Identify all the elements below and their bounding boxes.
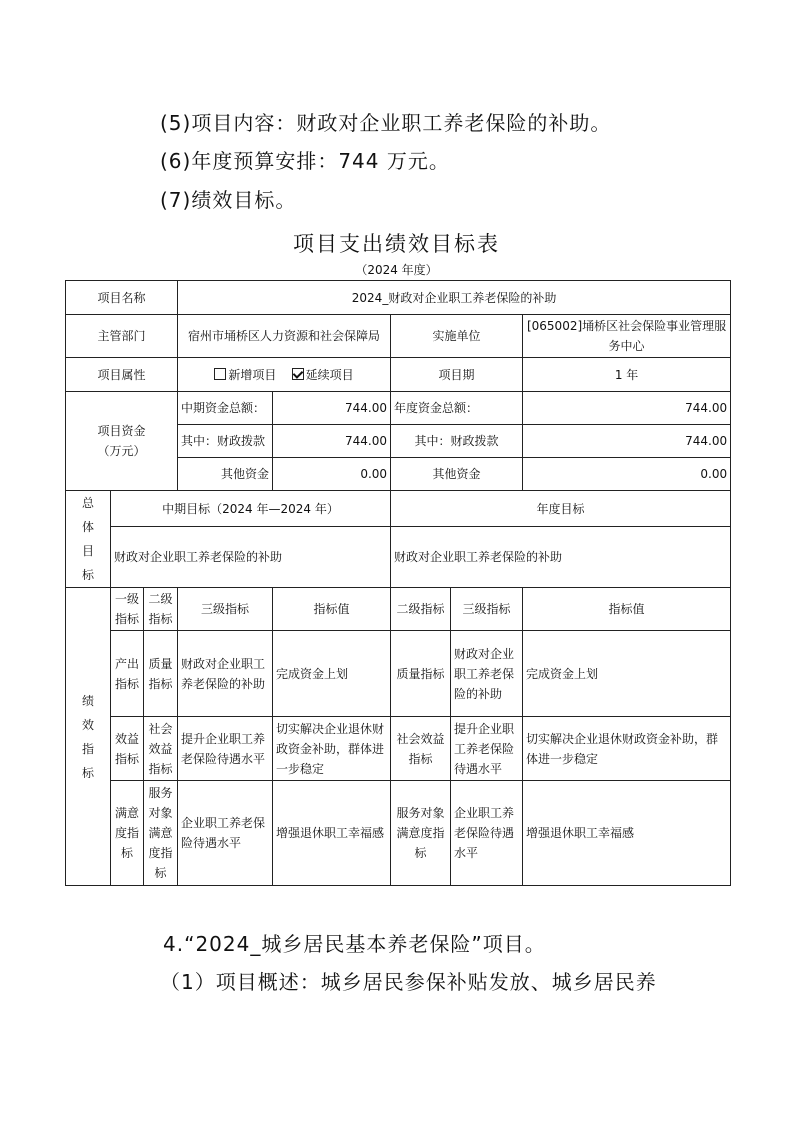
level2b-cell: 服务对象满意度指标 (391, 781, 451, 886)
valueb-cell: 增强退休职工幸福感 (523, 781, 731, 886)
section4-heading: 4.“2024_城乡居民基本养老保险”项目。 (163, 932, 546, 956)
year-goal-header: 年度目标 (391, 491, 731, 527)
goal-line: (7)绩效目标。 (160, 188, 297, 212)
table-row (66, 781, 731, 886)
header-level2b: 二级指标 (391, 588, 451, 631)
checkbox-new-icon (214, 368, 226, 380)
impl-value: [065002]埇桥区社会保险事业管理服务中心 (523, 315, 731, 358)
header-level2: 二级指标 (144, 588, 178, 631)
level3b-cell: 企业职工养老保险待遇水平 (451, 781, 523, 886)
overall-goal-label: 总体目标 (66, 491, 111, 588)
project-name: 2024_财政对企业职工养老保险的补助 (178, 281, 731, 315)
fund-label: 项目资金（万元） (66, 392, 178, 491)
mid-other: 0.00 (273, 458, 391, 491)
mid-other-label: 其他资金 (178, 458, 273, 491)
header-level1: 一级指标 (111, 588, 144, 631)
mid-fiscal: 744.00 (273, 425, 391, 458)
value-cell: 增强退休职工幸福感 (273, 781, 391, 886)
mid-total-label: 中期资金总额： (178, 392, 273, 425)
attr-value (178, 358, 391, 392)
table-row (66, 631, 731, 717)
performance-table (65, 280, 731, 886)
perf-label: 绩效指标 (66, 588, 111, 886)
level3b-cell: 提升企业职工养老保险待遇水平 (451, 717, 523, 781)
level2-cell: 社会效益指标 (144, 717, 178, 781)
header-valueb: 指标值 (523, 588, 731, 631)
dept-label: 主管部门 (66, 315, 178, 358)
header-value: 指标值 (273, 588, 391, 631)
mid-fiscal-label: 其中：财政拨款 (178, 425, 273, 458)
attr-new-label: 新增项目 (228, 367, 277, 382)
mid-goal: 财政对企业职工养老保险的补助 (111, 527, 391, 588)
level3-cell: 提升企业职工养老保险待遇水平 (178, 717, 273, 781)
level1-cell: 产出指标 (111, 631, 144, 717)
attr-cont-label: 延续项目 (305, 367, 354, 382)
period-value: 1 年 (523, 358, 731, 392)
level2b-cell: 社会效益指标 (391, 717, 451, 781)
level1-cell: 满意度指标 (111, 781, 144, 886)
year-fiscal-label: 其中：财政拨款 (391, 425, 523, 458)
project-name-label: 项目名称 (66, 281, 178, 315)
section4-line1: （1）项目概述：城乡居民参保补贴发放、城乡居民养 (160, 970, 657, 994)
table-year: （2024 年度） (355, 263, 438, 277)
valueb-cell: 完成资金上划 (523, 631, 731, 717)
impl-label: 实施单位 (391, 315, 523, 358)
level3-cell: 财政对企业职工养老保险的补助 (178, 631, 273, 717)
level1-cell: 效益指标 (111, 717, 144, 781)
level2-cell: 服务对象满意度指标 (144, 781, 178, 886)
period-label: 项目期 (391, 358, 523, 392)
content-line: (5)项目内容：财政对企业职工养老保险的补助。 (160, 111, 612, 135)
table-title: 项目支出绩效目标表 (293, 232, 500, 256)
value-cell: 切实解决企业退休财政资金补助，群体进一步稳定 (273, 717, 391, 781)
attr-label: 项目属性 (66, 358, 178, 392)
table-row (66, 717, 731, 781)
level2b-cell: 质量指标 (391, 631, 451, 717)
year-total: 744.00 (523, 392, 731, 425)
year-total-label: 年度资金总额： (391, 392, 523, 425)
year-other-label: 其他资金 (391, 458, 523, 491)
budget-line: (6)年度预算安排：744 万元。 (160, 149, 450, 173)
header-level3b: 三级指标 (451, 588, 523, 631)
header-level3: 三级指标 (178, 588, 273, 631)
dept-value: 宿州市埇桥区人力资源和社会保障局 (178, 315, 391, 358)
value-cell: 完成资金上划 (273, 631, 391, 717)
level2-cell: 质量指标 (144, 631, 178, 717)
mid-goal-header: 中期目标（2024 年—2024 年） (111, 491, 391, 527)
year-other: 0.00 (523, 458, 731, 491)
year-fiscal: 744.00 (523, 425, 731, 458)
checkbox-continue-icon (292, 368, 304, 380)
mid-total: 744.00 (273, 392, 391, 425)
level3-cell: 企业职工养老保险待遇水平 (178, 781, 273, 886)
year-goal: 财政对企业职工养老保险的补助 (391, 527, 731, 588)
level3b-cell: 财政对企业职工养老保险的补助 (451, 631, 523, 717)
valueb-cell: 切实解决企业退休财政资金补助，群体进一步稳定 (523, 717, 731, 781)
